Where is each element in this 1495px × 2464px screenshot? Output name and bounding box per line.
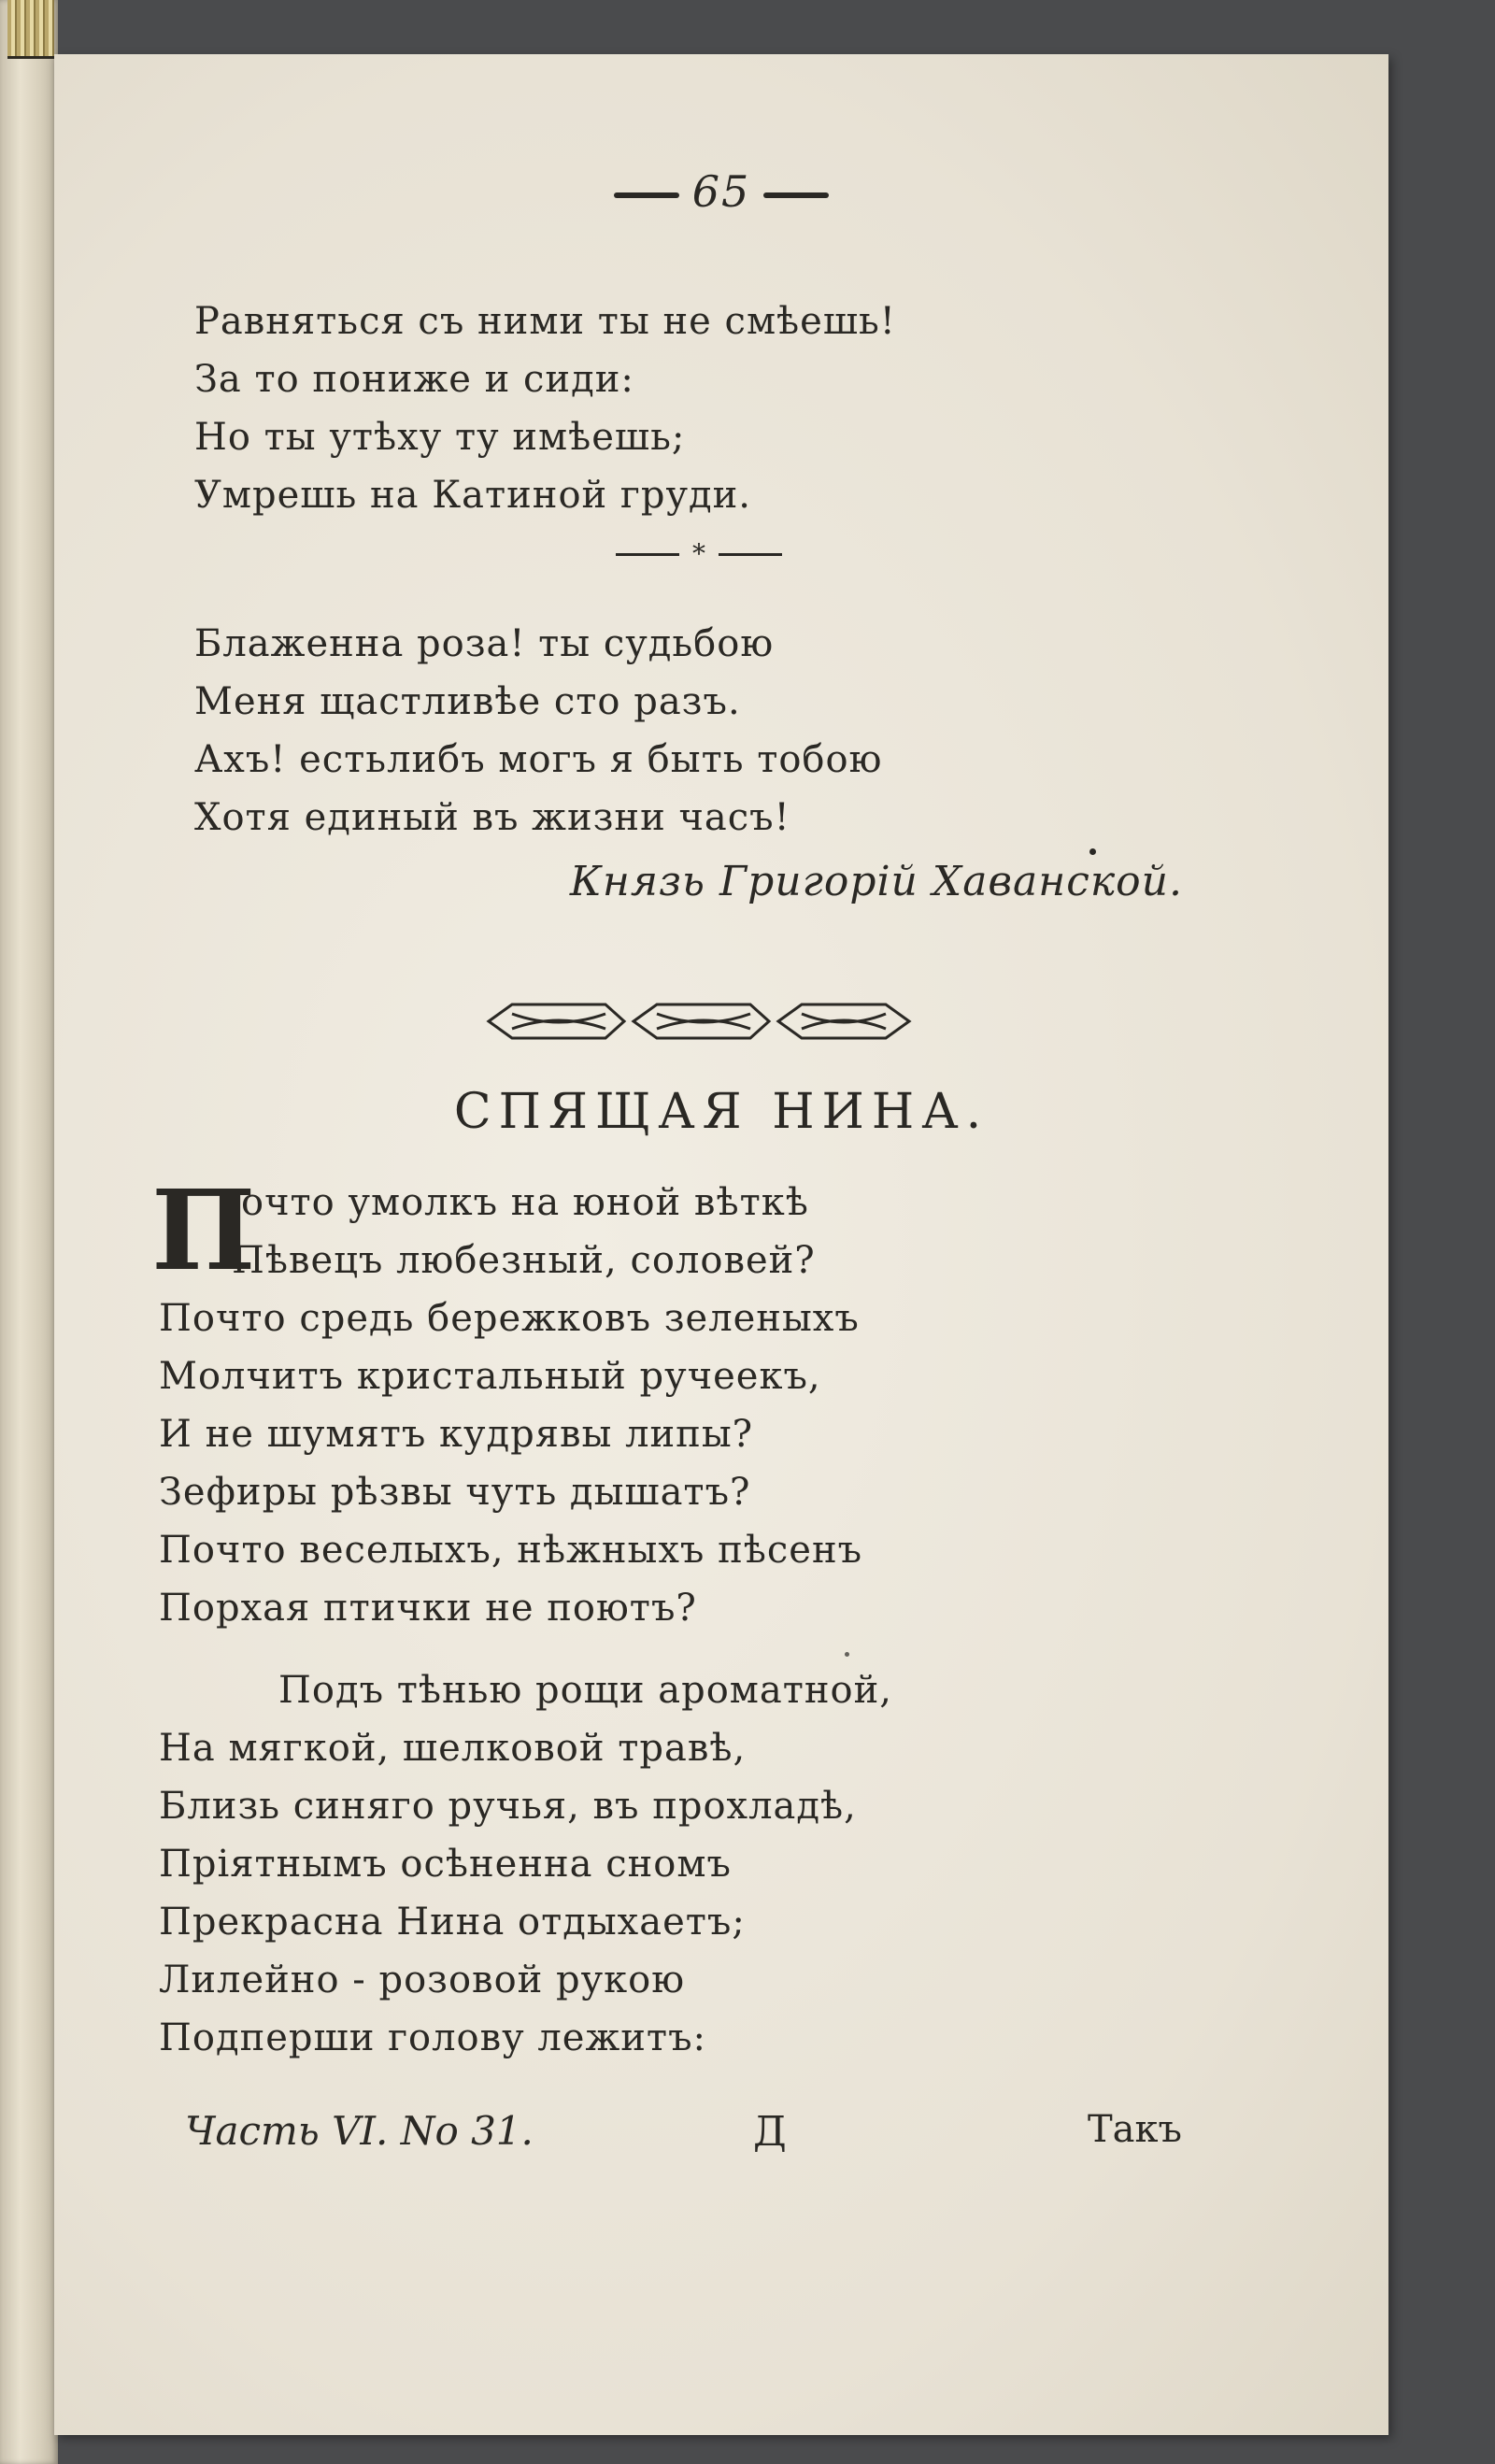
stanza-3-first-line — [241, 1174, 809, 1232]
verse-line: Хотя единый въ жизни часъ! — [194, 796, 790, 839]
author-signature: Князь Григорій Хаванской. — [569, 858, 1183, 905]
verse-line: Ахъ! естьлибъ могъ я быть тобою — [194, 738, 883, 781]
verse-line: Блаженна роза! ты судьбою — [194, 622, 775, 665]
verse-line: Но ты утѣху ту имѣешь; — [194, 416, 686, 459]
verse-line: Порхая птички не поютъ? — [159, 1587, 697, 1630]
drop-cap: П — [151, 1165, 256, 1295]
stanza-2 — [194, 615, 882, 847]
verse-line: Подперши голову лежитъ: — [159, 2016, 706, 2059]
poem-title: СПЯЩАЯ НИНА. — [453, 1084, 990, 1140]
verse-line: Пріятнымъ осѣненна сномъ — [159, 1843, 732, 1886]
verse-line: Молчитъ кристальный ручеекъ, — [159, 1355, 821, 1398]
footer-catchword: Такъ — [1088, 2108, 1182, 2151]
ink-spot — [1089, 848, 1096, 855]
verse-line: Равняться съ ними ты не смѣешь! — [194, 300, 896, 343]
stanza-separator — [559, 538, 839, 569]
adjacent-page-edge — [0, 0, 58, 2464]
stanza-3 — [159, 1289, 862, 1637]
verse-line: На мягкой, шелковой травѣ, — [159, 1727, 747, 1770]
stanza-1 — [194, 292, 896, 524]
footer-part-number: Часть VI. No 31. — [185, 2108, 534, 2154]
verse-line: Почто средь бережковъ зеленыхъ — [159, 1297, 860, 1340]
verse-line: Близь синяго ручья, въ прохладѣ, — [159, 1785, 857, 1828]
ink-spot — [845, 1652, 849, 1657]
verse-line: И не шумятъ кудрявы липы? — [159, 1413, 754, 1456]
verse-line: Умрешь на Катиной груди. — [194, 474, 752, 517]
page-number-dash-left — [614, 192, 679, 198]
separator-star: * — [692, 538, 705, 569]
footer-signature-mark: Д — [753, 2108, 787, 2156]
decorative-ornament — [484, 993, 914, 1049]
page-number: 65 — [54, 166, 1388, 217]
verse-line: Пѣвецъ любезный, соловей? — [232, 1239, 816, 1282]
verse-line: очто умолкъ на юной вѣткѣ — [241, 1181, 809, 1224]
verse-line: Прекрасна Нина отдыхаетъ; — [159, 1901, 746, 1944]
verse-line: Почто веселыхъ, нѣжныхъ пѣсенъ — [159, 1529, 863, 1572]
verse-line: Подъ тѣнью рощи ароматной, — [278, 1669, 892, 1712]
verse-line: Меня щастливѣе сто разъ. — [194, 680, 741, 723]
book-page — [54, 54, 1388, 2435]
stanza-3-second-line — [232, 1232, 816, 1289]
page-number-dash-right — [763, 192, 829, 198]
verse-line: Зефиры рѣзвы чуть дышатъ? — [159, 1471, 751, 1514]
stanza-4 — [159, 1719, 857, 2067]
verse-line: Лилейно - розовой рукою — [159, 1958, 686, 2001]
verse-line: За то пониже и сиди: — [194, 358, 634, 401]
bookmark-ribbon — [7, 0, 54, 59]
stanza-4-first-line — [278, 1661, 892, 1719]
